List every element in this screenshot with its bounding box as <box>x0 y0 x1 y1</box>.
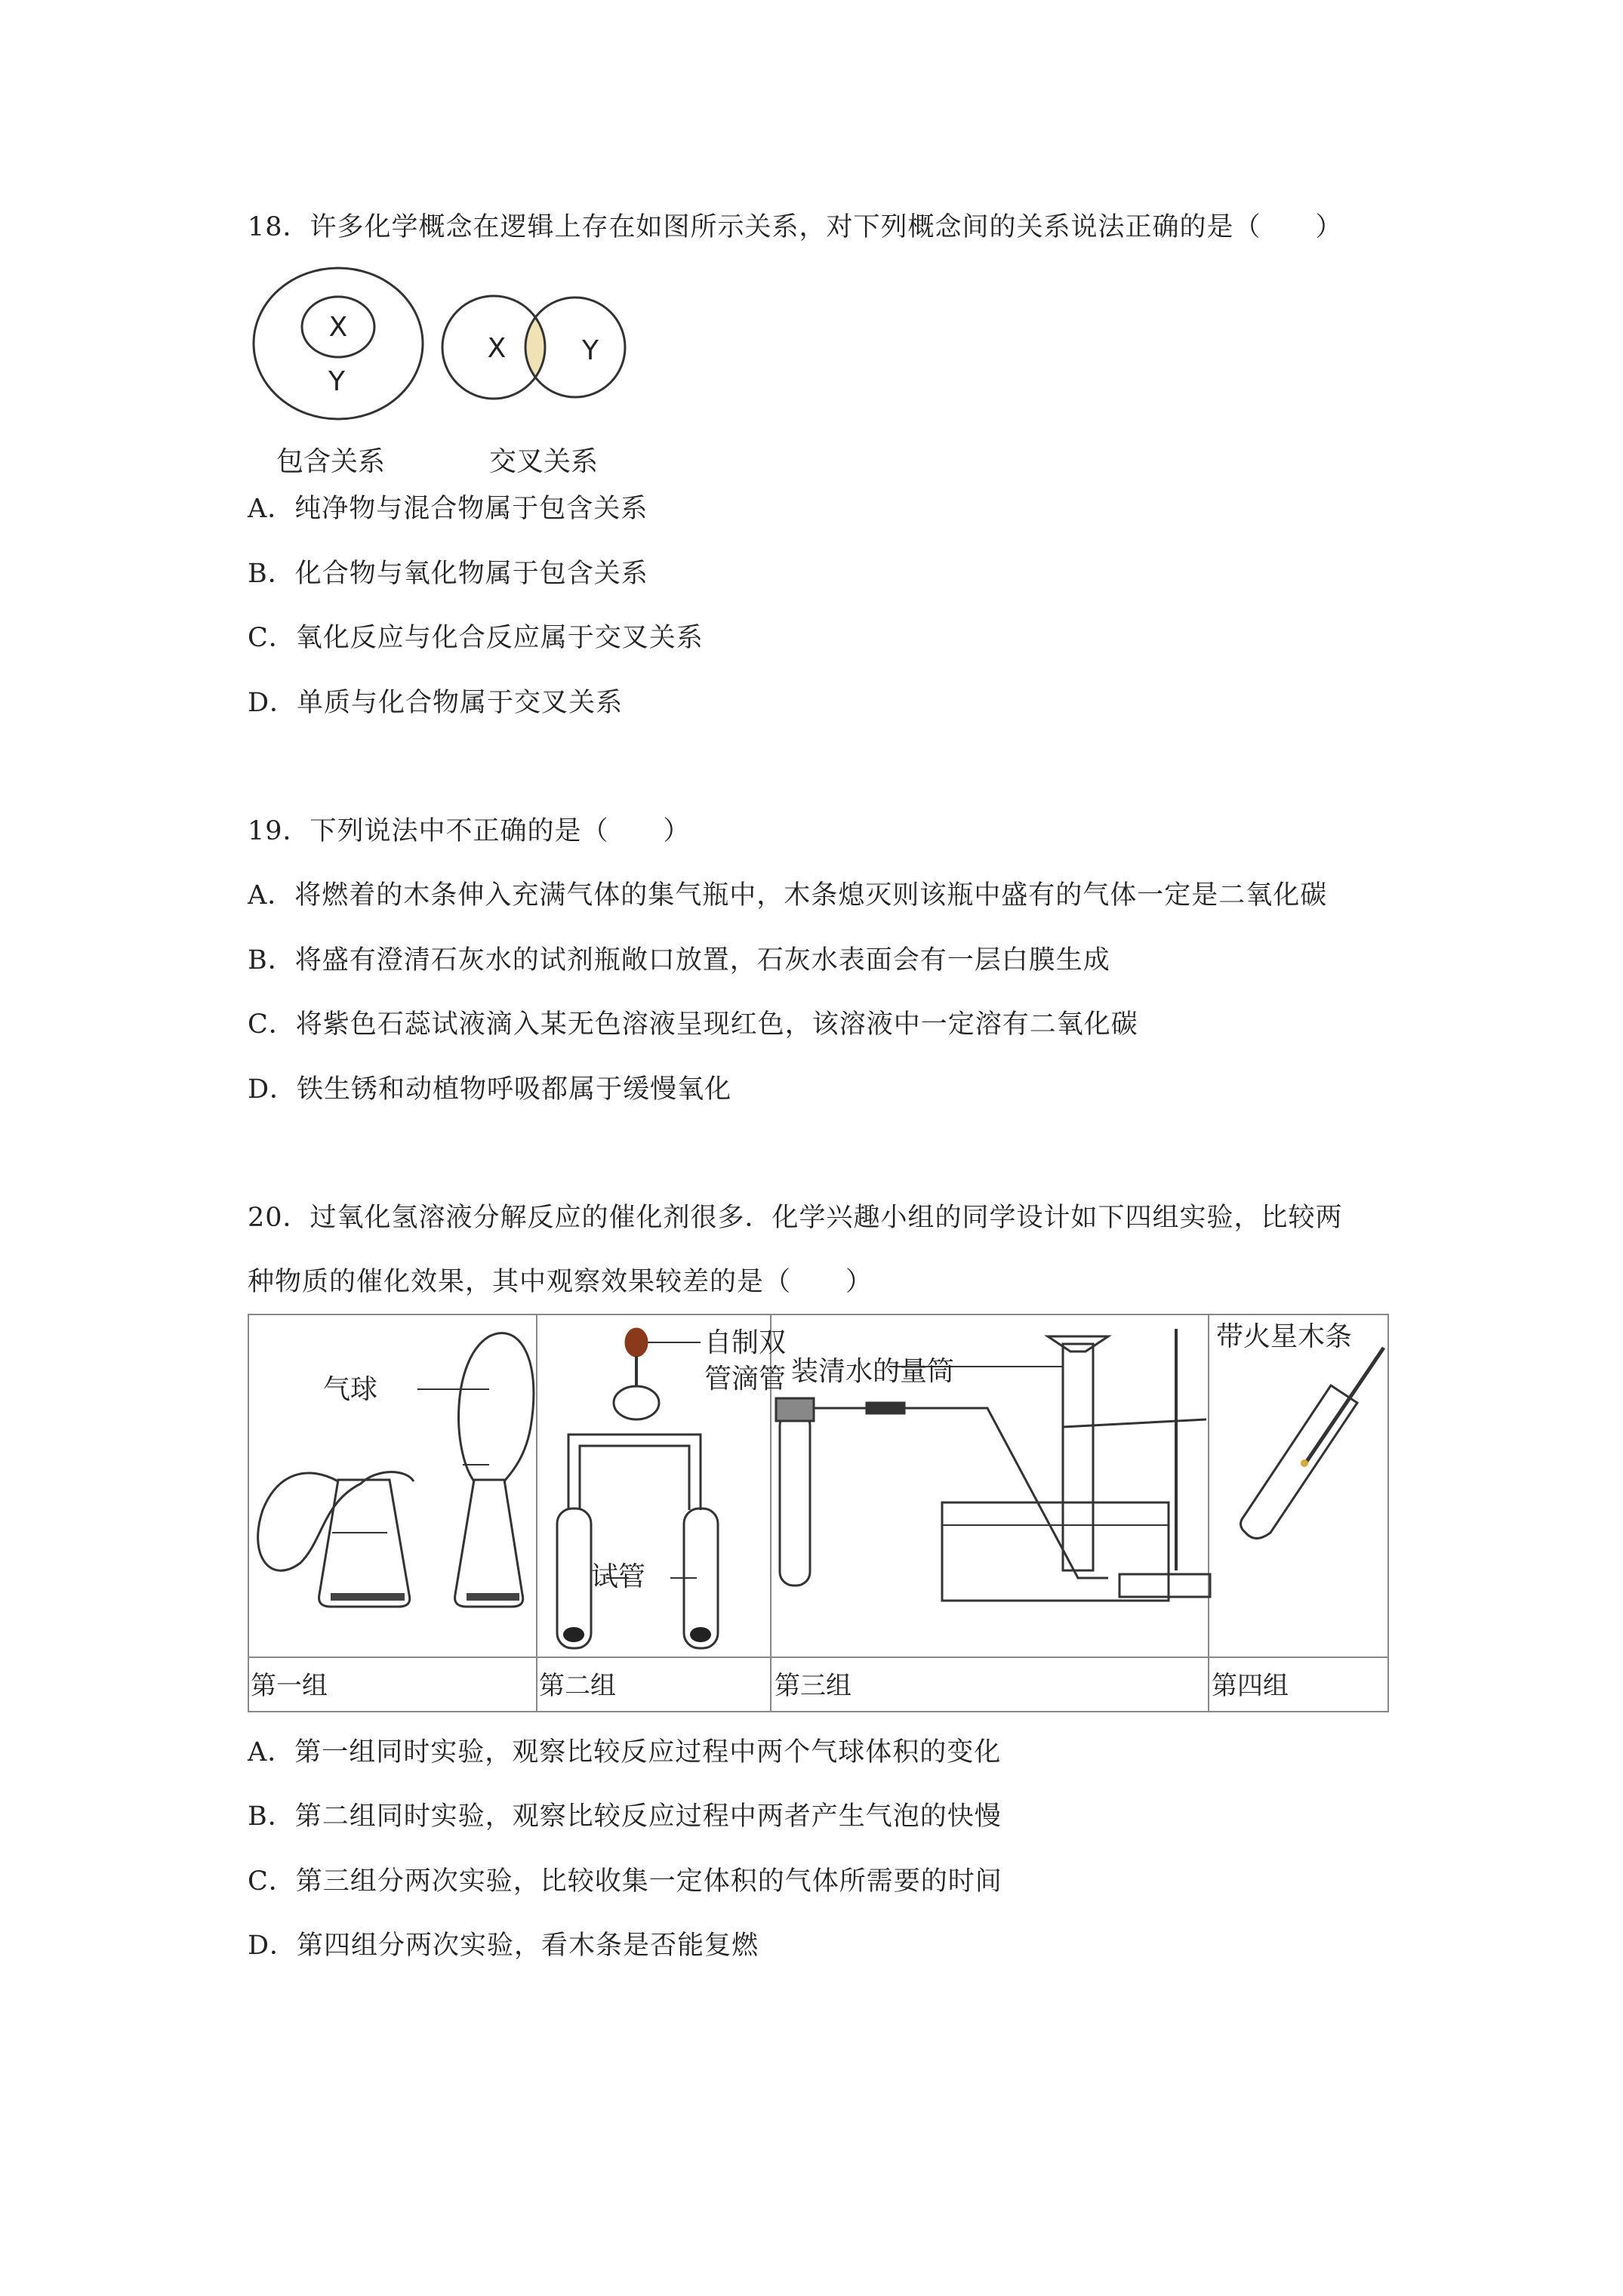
label-dropper-2: 管滴管 <box>704 1364 787 1395</box>
cross-y-label: Y <box>582 335 599 366</box>
label-splint: 带火星木条 <box>1216 1321 1353 1352</box>
q18-option-c: C．氧化反应与化合反应属于交叉关系 <box>248 623 704 653</box>
label-cross: 交叉关系 <box>489 446 599 477</box>
experiment-figure-table <box>248 1314 1389 1712</box>
group-label-2: 第二组 <box>539 1671 616 1701</box>
group4-apparatus <box>1240 1348 1384 1539</box>
balloon-inflated <box>459 1333 534 1481</box>
q18-venn-figure <box>248 260 640 434</box>
q20-option-b: B．第二组同时实验，观察比较反应过程中两者产生气泡的快慢 <box>248 1801 1002 1832</box>
group-label-4: 第四组 <box>1212 1671 1289 1701</box>
q20-option-a: A．第一组同时实验，观察比较反应过程中两个气球体积的变化 <box>248 1737 1002 1767</box>
group1-catalyst <box>331 1593 519 1601</box>
q20-stem-line1: 20．过氧化氢溶液分解反应的催化剂很多．化学兴趣小组的同学设计如下四组实验，比较两 <box>248 1203 1343 1233</box>
q20-stem-line2: 种物质的催化效果，其中观察效果较差的是（ ） <box>248 1267 873 1297</box>
q19-option-b: B．将盛有澄清石灰水的试剂瓶敞口放置，石灰水表面会有一层白膜生成 <box>248 945 1110 975</box>
contain-x-label: X <box>328 312 348 343</box>
group-label-1: 第一组 <box>251 1671 328 1701</box>
label-contain: 包含关系 <box>276 446 386 477</box>
q18-option-a: A．纯净物与混合物属于包含关系 <box>248 494 648 524</box>
q18-option-d: D．单质与化合物属于交叉关系 <box>248 688 624 718</box>
label-cylinder: 装清水的量筒 <box>791 1356 955 1387</box>
contain-y-label: Y <box>328 366 345 397</box>
intersection-diagram <box>442 296 625 399</box>
q19-stem: 19．下列说法中不正确的是（ ） <box>248 816 691 846</box>
containment-diagram <box>254 268 423 419</box>
group2-liquid <box>563 1627 711 1642</box>
label-dropper: 自制双 <box>704 1327 787 1358</box>
q19-option-a: A．将燃着的木条伸入充满气体的集气瓶中，木条熄灭则该瓶中盛有的气体一定是二氧化碳 <box>248 880 1328 911</box>
q19-option-d: D．铁生锈和动植物呼吸都属于缓慢氧化 <box>248 1074 732 1105</box>
q18-option-b: B．化合物与氧化物属于包含关系 <box>248 559 648 589</box>
q20-option-c: C．第三组分两次实验，比较收集一定体积的气体所需要的时间 <box>248 1866 1002 1897</box>
q18-stem: 18．许多化学概念在逻辑上存在如图所示关系，对下列概念间的关系说法正确的是（ ） <box>248 212 1343 242</box>
group1-apparatus <box>258 1333 534 1607</box>
label-test-tube: 试管 <box>591 1561 646 1592</box>
glowing-tip <box>1301 1459 1308 1467</box>
group2-apparatus <box>557 1329 718 1648</box>
q20-option-d: D．第四组分两次实验，看木条是否能复燃 <box>248 1931 759 1961</box>
cross-x-label: X <box>487 333 507 364</box>
group-label-3: 第三组 <box>775 1671 852 1701</box>
q19-option-c: C．将紫色石蕊试液滴入某无色溶液呈现红色，该溶液中一定溶有二氧化碳 <box>248 1009 1138 1040</box>
label-balloon: 气球 <box>323 1374 378 1405</box>
